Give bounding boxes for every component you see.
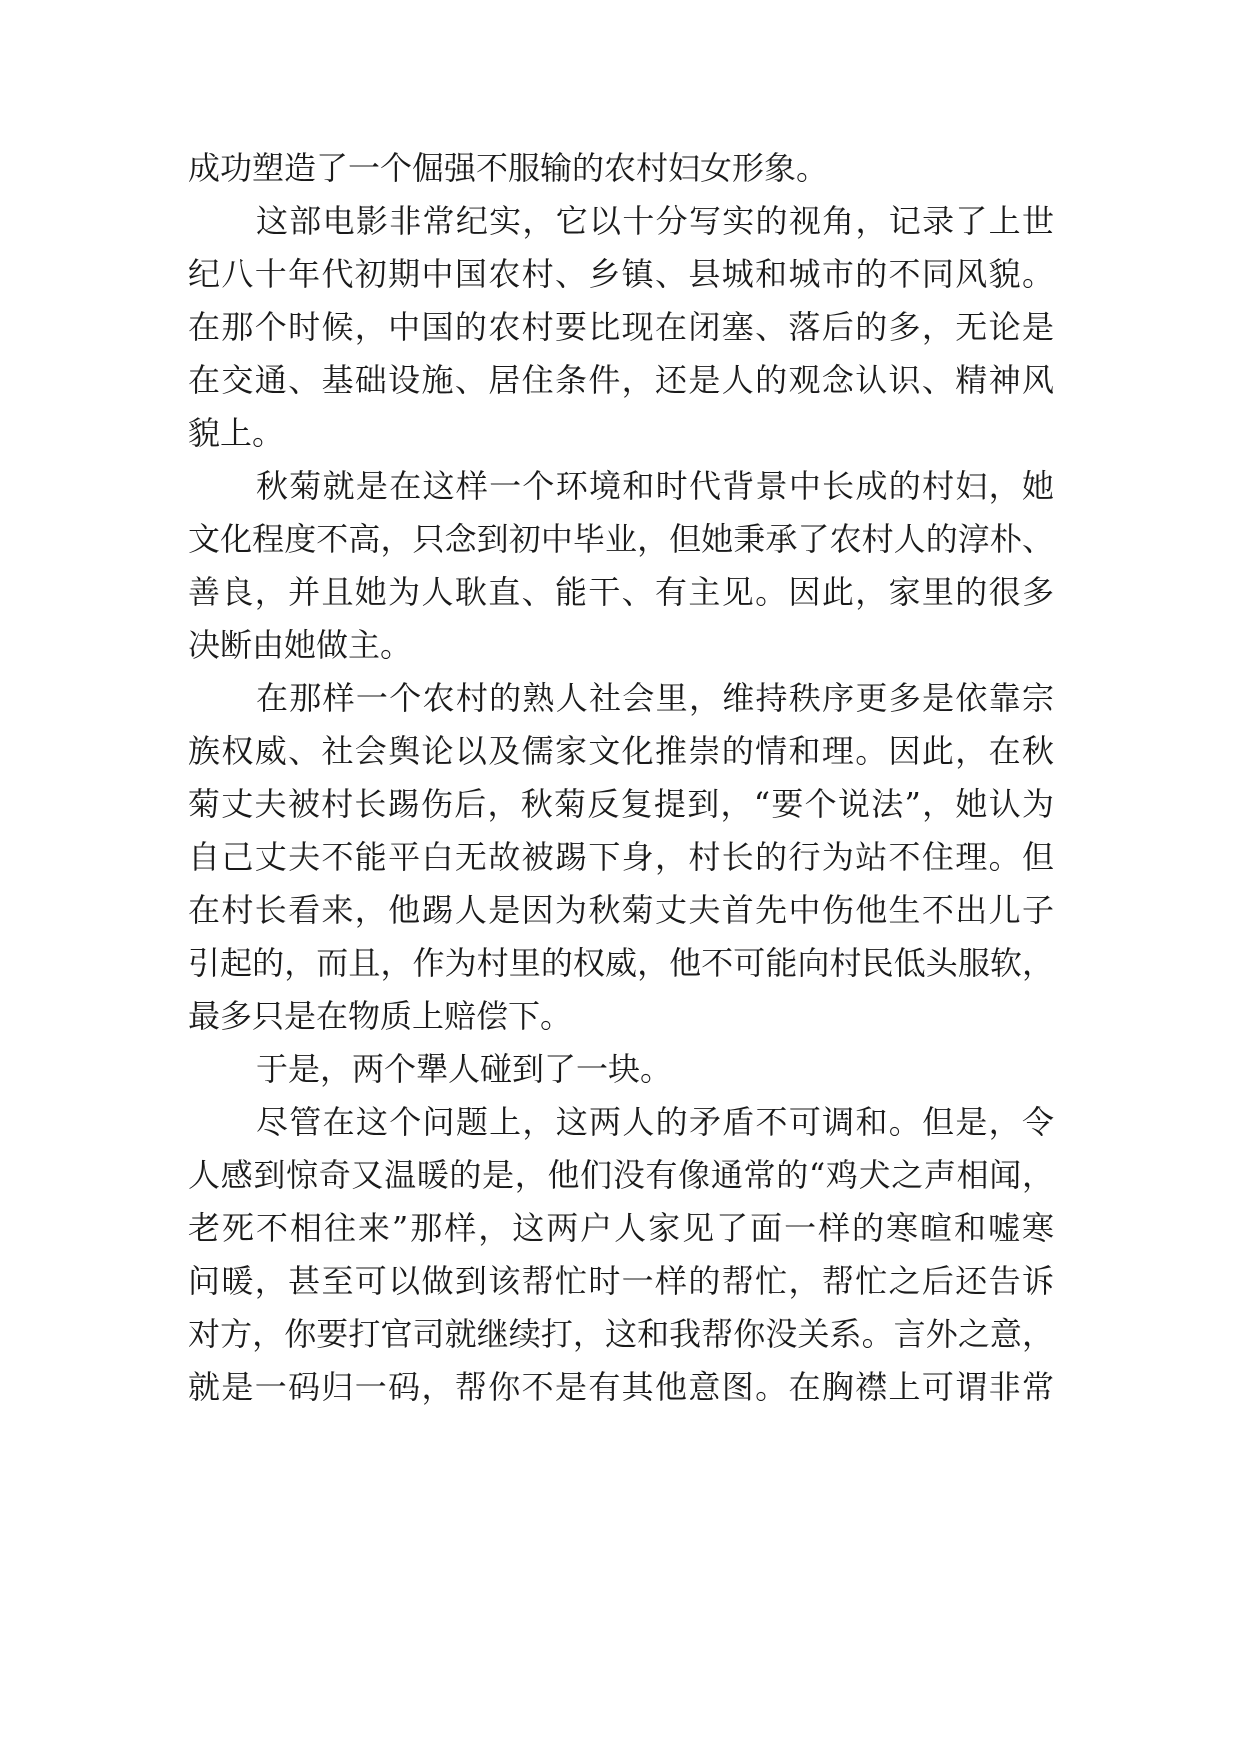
paragraph-line: 自己丈夫不能平白无故被踢下身，村长的行为站不住理。但 xyxy=(188,838,1054,876)
paragraph-line: 问暖，甚至可以做到该帮忙时一样的帮忙，帮忙之后还告诉 xyxy=(188,1262,1054,1300)
paragraph-line: 菊丈夫被村长踢伤后，秋菊反复提到，“要个说法”，她认为 xyxy=(188,785,1054,823)
paragraph-line: 引起的，而且，作为村里的权威，他不可能向村民低头服软， xyxy=(188,944,1054,982)
paragraph-line: 就是一码归一码，帮你不是有其他意图。在胸襟上可谓非常 xyxy=(188,1368,1054,1406)
paragraph-line: 在那样一个农村的熟人社会里，维持秩序更多是依靠宗 xyxy=(256,679,1054,717)
paragraph-line: 族权威、社会舆论以及儒家文化推崇的情和理。因此，在秋 xyxy=(188,732,1054,770)
paragraph-line: 老死不相往来”那样，这两户人家见了面一样的寒暄和嘘寒 xyxy=(188,1209,1054,1247)
paragraph-line: 貌上。 xyxy=(188,414,285,452)
paragraph-line: 这部电影非常纪实，它以十分写实的视角，记录了上世 xyxy=(256,202,1054,240)
paragraph-line: 决断由她做主。 xyxy=(188,626,413,664)
paragraph-line: 于是，两个犟人碰到了一块。 xyxy=(256,1050,673,1088)
paragraph-line: 尽管在这个问题上，这两人的矛盾不可调和。但是，令 xyxy=(256,1103,1054,1141)
paragraph-line: 最多只是在物质上赔偿下。 xyxy=(188,997,573,1035)
paragraph-line: 在那个时候，中国的农村要比现在闭塞、落后的多，无论是 xyxy=(188,308,1054,346)
paragraph-line: 人感到惊奇又温暖的是，他们没有像通常的“鸡犬之声相闻， xyxy=(188,1156,1054,1194)
paragraph-line: 在村长看来，他踢人是因为秋菊丈夫首先中伤他生不出儿子 xyxy=(188,891,1054,929)
paragraph-line: 秋菊就是在这样一个环境和时代背景中长成的村妇，她 xyxy=(256,467,1054,505)
paragraph-line: 成功塑造了一个倔强不服输的农村妇女形象。 xyxy=(188,149,829,187)
paragraph-line: 文化程度不高，只念到初中毕业，但她秉承了农村人的淳朴、 xyxy=(188,520,1054,558)
paragraph-line: 善良，并且她为人耿直、能干、有主见。因此，家里的很多 xyxy=(188,573,1054,611)
paragraph-line: 纪八十年代初期中国农村、乡镇、县城和城市的不同风貌。 xyxy=(188,255,1054,293)
paragraph-line: 在交通、基础设施、居住条件，还是人的观念认识、精神风 xyxy=(188,361,1054,399)
paragraph-line: 对方，你要打官司就继续打，这和我帮你没关系。言外之意， xyxy=(188,1315,1054,1353)
